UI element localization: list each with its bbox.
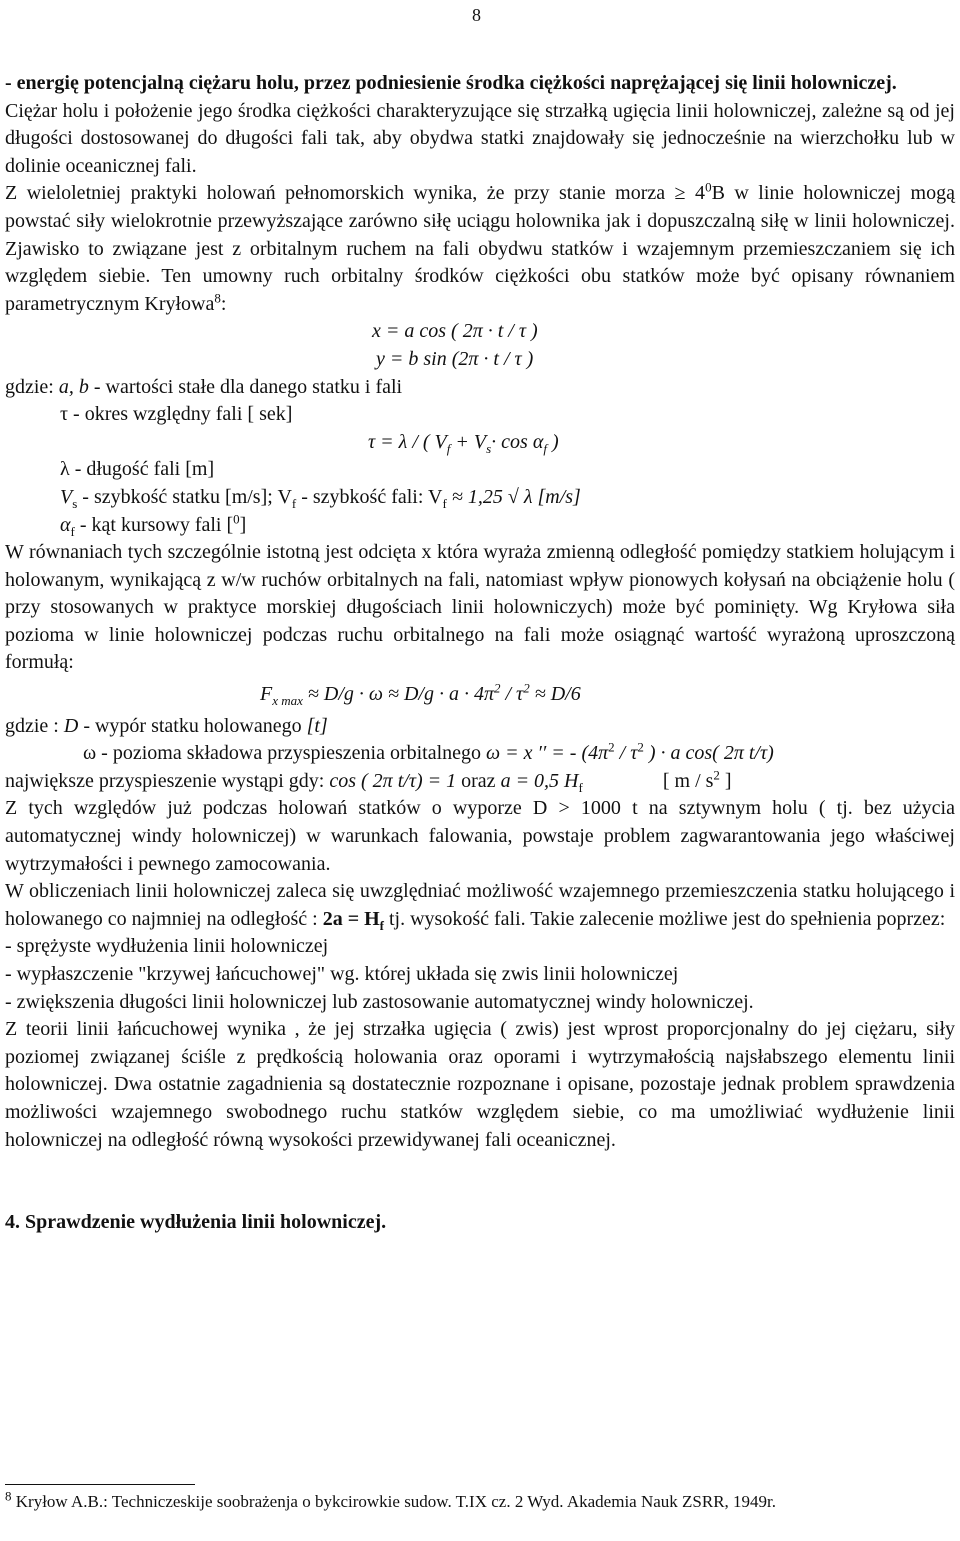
definition-tau: τ - okres względny fali [ sek] <box>60 403 293 426</box>
var: / τ <box>614 742 638 765</box>
var: α <box>60 513 71 536</box>
sup: 2 <box>713 767 720 783</box>
list-item: - zwiększenia długości linii holowniczej lub zastosowanie automatycznej windy holowniczej. <box>5 990 754 1013</box>
superscript: 0 <box>705 179 712 195</box>
text: największe przyspieszenie wystąpi gdy: <box>5 769 330 792</box>
sub: f <box>70 523 75 539</box>
footnote <box>5 1488 945 1513</box>
list-item: - wypłaszczenie "krzywej łańcuchowej" wg. której układa się zwis linii holowniczej <box>5 963 679 985</box>
sub: f <box>446 440 451 456</box>
text: W obliczeniach linii holowniczej zaleca się uwzględniać możliwość wzajemnego przemieszczenia statku holującego i holowanego co najmniej na odległość : <box>5 880 955 930</box>
sub: f <box>291 495 297 511</box>
text: oraz <box>456 769 501 792</box>
paragraph-catenary: Z teorii linii łańcuchowej wynika , że jej strzałka ugięcia ( zwis) jest wprost proporcjonalny do jej ciężaru, siły poziomej związanej ściśle z prędkością holowania oraz oporami i wytrzymałością najsłabszego elementu linii holowniczej. Dwa ostatnie zagadnienia są dostatecznie rozpoznane i opisane, pozostaje jednak problem sprawdzenia możliwości wzajemnego swobodnego ruchu statków względem siebie, co ma umożliwiać wydłużenie linii holowniczej na odległość równą wysokości przewidywanej fali oceanicznej. <box>5 1018 955 1151</box>
sup: 0 <box>233 510 240 526</box>
equation-tau <box>5 429 955 457</box>
sup: 2 <box>608 739 615 755</box>
text: · cos α <box>491 430 544 453</box>
text: B w linie holowniczej mogą powstać siły wielokrotnie przewyższające zarówno siłę uciągu holownika jak i dopuszczalną siłę w linii holowniczej. Zjawisko to związane jest z orbitalnym ruchem na fali obydwu statków i wzajemnym przemieszczaniem się ich względem siebie. Ten umowny ruch orbitalny środków ciężkości obu statków może być opisany równaniem parametrycznym Kryłowa <box>5 182 955 315</box>
list-item: - sprężyste wydłużenia linii holowniczej <box>5 935 329 958</box>
var: ≈ 1,25 √ λ [m/s] <box>446 485 581 508</box>
text: ≈ D/6 <box>529 683 581 706</box>
text: gdzie: <box>5 375 59 398</box>
sup: 2 <box>494 680 501 696</box>
text: ω - pozioma składowa przyspieszenia orbitalnego <box>83 742 487 765</box>
paragraph-equations: W równaniach tych szczególnie istotną jest odcięta x która wyraża zmienną odległość pomiędzy statkiem holującym i holowanym, wynikającą z w/w ruchów orbitalnych na fali, natomiast wpływ pionowych kołysań na obciążenie holu ( przy stosowanych w praktyce morskiej długościach linii holowniczych) może być pominięty. Wg Kryłowa siła pozioma w linie holowniczej podczas ruchu orbitalnego na fali może osiągnąć wartość wyrażoną uproszczoną formułą: <box>5 541 955 674</box>
text: - szybkość fali: V <box>296 485 443 508</box>
text: - wypór statku holowanego <box>78 714 307 737</box>
text: ) <box>546 430 559 453</box>
var: ω = x ′′ = - (4π <box>486 742 609 765</box>
equation-force <box>5 681 955 709</box>
footnote-text: Kryłow A.B.: Techniczeskije soobrażenja o bykcirowkie sudow. T.IX cz. 2 Wyd. Akademia Nauk ZSRR, 1949r. <box>11 1492 777 1511</box>
text: F <box>260 683 273 706</box>
text: τ = λ / ( V <box>368 430 447 453</box>
definition-d <box>5 713 955 741</box>
text: : <box>220 292 227 315</box>
paragraph-practice <box>5 180 955 318</box>
var: ) · a cos( 2π t/τ) <box>643 742 774 765</box>
page-number: 8 <box>472 5 481 25</box>
sub: s <box>486 440 492 456</box>
text: Z wieloletniej praktyki holowań pełnomorskich wynika, że przy stanie morza ≥ 4 <box>5 182 706 205</box>
var: V <box>60 485 73 508</box>
section-heading: 4. Sprawdzenie wydłużenia linii holowniczej. <box>5 1211 387 1234</box>
page-body <box>5 70 955 1237</box>
text: ] <box>719 769 732 792</box>
text: + V <box>450 430 487 453</box>
footnote-rule <box>5 1484 195 1485</box>
definition-speed <box>5 484 955 512</box>
text: ≈ D/g · ω ≈ D/g · a · 4π <box>302 683 494 706</box>
sub: f <box>543 440 547 456</box>
paragraph-energy: - energię potencjalną ciężaru holu, przez podniesienie środka ciężkości naprężającej się linii holowniczej. <box>5 72 897 94</box>
var: cos ( 2π t/τ) = 1 <box>329 769 457 792</box>
equation-x: x = a cos ( 2π · t / τ ) <box>372 320 538 343</box>
bold: 2a = H <box>322 907 380 930</box>
text: [ m / s <box>582 769 714 792</box>
paragraph-calculations <box>5 878 955 933</box>
definition-omega <box>5 740 955 768</box>
definition-ab <box>5 374 955 402</box>
paragraph-weight: Ciężar holu i położenie jego środka ciężkości charakteryzujące się strzałką ugięcia linii holowniczej, zależne są od jej długości dostosowanej do długości fali tak, aby obydwa statki znajdowały się jednocześnie na wierzchołku lub w dolinie oceanicznej fali. <box>5 99 955 177</box>
sub: f <box>379 917 384 933</box>
var: a = 0,5 H <box>500 769 579 792</box>
text: / τ <box>500 683 524 706</box>
sub: s <box>72 495 78 511</box>
var: D <box>63 714 79 737</box>
sub: f <box>442 495 447 511</box>
footnote-mark: 8 <box>5 1488 12 1504</box>
max-acceleration <box>5 768 955 796</box>
paragraph-rigid-tow: Z tych względów już podczas holowań statków o wyporze D > 1000 t na sztywnym holu ( tj. bez użycia automatycznej windy holowniczej) w warunkach falowania, powstaje problem zagwarantowania jego właściwej wytrzymałości i pewnego zamocowania. <box>5 797 955 875</box>
text: ] <box>239 513 247 536</box>
text: gdzie : <box>5 714 64 737</box>
text: - szybkość statku [m/s]; V <box>77 485 292 508</box>
definition-lambda: λ - długość fali [m] <box>60 458 215 481</box>
text: - wartości stałe dla danego statku i fali <box>88 375 403 398</box>
equation-y: y = b sin (2π · t / τ ) <box>376 347 534 370</box>
sub: x max <box>272 693 303 709</box>
text: tj. wysokość fali. Takie zalecenie możliwe jest do spełnienia poprzez: <box>384 907 946 930</box>
sub: f <box>578 779 583 795</box>
definition-alpha <box>5 512 955 540</box>
var: [t] <box>306 714 328 737</box>
text: - kąt kursowy fali [ <box>74 513 234 536</box>
var: a, b <box>58 375 89 398</box>
footnote-ref: 8 <box>214 290 221 306</box>
sup: 2 <box>523 680 530 696</box>
sup: 2 <box>637 739 644 755</box>
